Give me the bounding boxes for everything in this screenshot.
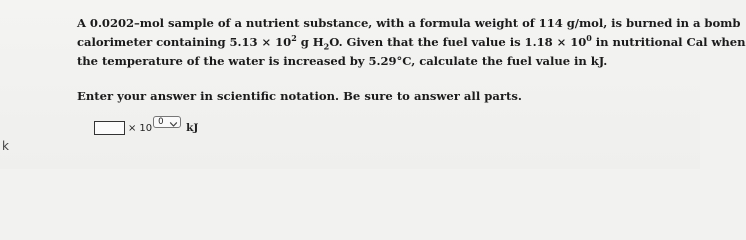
question-line-2: [77, 33, 746, 52]
answer-input[interactable]: [94, 121, 125, 135]
question-text: [77, 14, 746, 71]
water-subscript: 2: [323, 41, 330, 52]
edge-mark: k: [2, 139, 9, 153]
chevron-down-icon: [170, 120, 177, 125]
exponent-selected-value: 0: [158, 117, 164, 127]
question-line-1: [77, 14, 741, 33]
base-ten: 10: [139, 122, 153, 134]
instruction-text: Enter your answer in scientific notation. Be sure to answer all parts.: [77, 89, 522, 103]
question-line-2-part-a: calorimeter containing 5.13 × 10: [77, 35, 292, 49]
water-mass-exponent: 2: [291, 33, 297, 44]
fuel-value-exponent: 0: [586, 33, 592, 44]
exponent-dropdown[interactable]: [153, 116, 181, 128]
question-line-2-part-c: O. Given that the fuel value is 1.18 × 10: [329, 35, 587, 49]
times-sign: ×: [128, 122, 137, 134]
question-line-3: [77, 52, 687, 71]
question-line-3-text: the temperature of the water is increased by 5.29°C, calculate the fuel value in kJ.: [77, 54, 608, 68]
question-line-2-part-d: in nutritional Cal when: [591, 35, 746, 49]
question-line-1-text: A 0.0202–mol sample of a nutrient substance, with a formula weight of 114 g/mol, is burned in a bomb: [77, 16, 741, 30]
question-line-2-part-b: g H: [296, 35, 324, 49]
unit-label: kJ: [186, 122, 199, 134]
answer-row: [94, 118, 198, 138]
